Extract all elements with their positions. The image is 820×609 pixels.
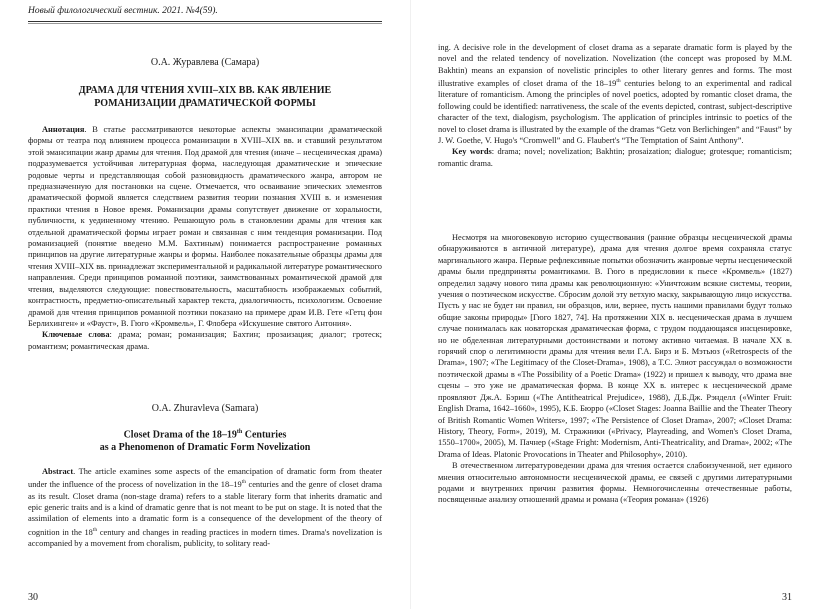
en-abstract: Abstract. The article examines some aspects of the emancipation of dramatic form from theater under the influence of the process of novelization in the 18–19th centuries and the genre of closet drama as its result. Closet drama (non-stage drama) refers to a stable literary form that inherits dramatic and epic generic traits and is a kind of dramatic genre that is not meant to be put on stage. It is noted that the assimilation of elements into a dramatic form is a consequence of the development of the theory of cognition in the 18th century and changes in reading practices in modern times. Drama's novelization is accompanied by a movement from choralism, publicity, to solitary read- [28, 467, 382, 549]
body-paragraph-2: В отечественном литературоведении драма для чтения остается слабоизученной, нет единого мнения относительно автономности несценической драмы, ее связей с другими литературными родами и внутренних причин развития формы. Немногочисленны отечественные работы, посвященные анализу отношений драмы и романа («Теория романа» (1926) [438, 461, 792, 505]
en-title [28, 429, 382, 454]
ru-title-line1: ДРАМА ДЛЯ ЧТЕНИЯ XVIII–XIX ВВ. КАК ЯВЛЕНИЕ [78, 85, 332, 96]
running-header: Новый филологический вестник. 2021. №4(59). [28, 6, 218, 16]
en-title-line1: Closet Drama of the 18–19th Centuries [123, 429, 287, 441]
ru-keywords-text: : драма; роман; романизация; Бахтин; прозаизация; диалог; гротеск; романтизм; романтическая драма. [28, 330, 382, 351]
en-author: O.A. Zhuravleva (Samara) [151, 403, 259, 414]
en-abstract-label: Abstract [42, 467, 74, 476]
en-keywords-text: : drama; novel; novelization; Bakhtin; prosaization; dialogue; grotesque; romanticism; romantic drama. [438, 147, 792, 168]
body-paragraph-1: Несмотря на многовековую историю существования (ранние образцы несценической драмы обнаруживаются в античной литературе), драма для чтения долгое время сохраняла статус маргинального жанра. Первые рефлексивные попытки обозначить жанровые черты несценической драмы были предприняты романтиками. В. Гюго в предисловии к пьесе «Кромвель» (1827) определил задачу нового типа драмы как революционную: «Уничтожим всякие системы, теории, учения о поэтическом искусстве. Сбросим долой эту ветхую маску, закрывающую лицо искусства. Пусть у нас не будет ни правил, ни образцов, или, вернее, пусть нашими правилами будут только общие законы природы» [Гюго 1827, 74]. На протяжении XIX в. несценическая драма в лучшем случае понималась как новаторская драматическая форма, с трудом поддающаяся инсценировке, но не обделенная литературными достоинствами и потому активно читаемая. В начале XX в. горячий спор о легитимности драмы для чтения вели Г.А. Бирз и Б. Мэтьюз («Retrospects of the Drama», 1907; «The Legitimacy of the Closet-Drama», 1908), а Т.С. Элиот рассуждал о возможности поэтической драмы в «The Possibility of a Poetic Drama» (1922) и пришел к выводу, что драма вне сцены – это уже не драматическая форма. В конце XX в. интерес к несценической драме проявляют Дж.А. Бэриш («The Antitheatrical Prejudice», 1988), Д.Б.Дж. Рэнделл («Winter Fruit: English Drama, 1642–1660», 1995), К.Б. Бюрро («Closet Stages: Joanna Baillie and the Theater Theory of British Romantic Women Writers», 1997; «The Persistence of Closet Drama», 2007; «Closet Drama: History, Theory, Form», 2019), М. Стражники («Privacy, Playreading, and Women's Closet Drama, 1550–1700», 2005), М. Пачнер («Stage Fright: Modernism, Anti-Theatricality, and Drama», 2002; «The Drama of Ideas. Platonic Provocations in Theater and Philosophy», 2010). [438, 233, 792, 459]
ru-abstract [28, 124, 382, 352]
ru-abstract-text: . В статье рассматриваются некоторые аспекты эмансипации драматической формы от театра под влиянием процесса романизации в XVIII–XIX вв. и ставший результатом этой эмансипации жанр драмы для чтения. Под драмой для чтения (иначе – несценическая драма) подразумевается устойчивая литературная форма, наследующая драматические и эпические родовые черты и представляющая собой разновидность драматического жанра, автором не предназначенную для постановки на сцене. Отмечается, что осваивание эпических элементов драматической формой является следствием развития теории познания XVIII в. и изменения практики чтения в Новое время. Романизации драмы сопутствует движение от хоральности, публичности, к уединенному чтению. Решающую роль в становлении драмы для чтения как отдельной драматической формы играет роман и связанная с ним тенденция романизации. Под романизацией (понятие введено М.М. Бахтиным) понимается распространение романных принципов на другие литературные жанры и формы. Наиболее показательные образцы драмы для чтения XVIII–XIX вв. принадлежат экспериментальной и радикальной литературе романтического направления. Среди принципов романной поэтики, заимствованных романтической драмой для чтения, выделяются следующие: повествовательность, масштабность изображаемых событий, контрастность, предметно-описательный характер текста, диалогичность, психологизм. Освоение драмой для чтения принципов романной поэтики показано на примере драм И.В. Гете «Гетц фон Берлихинген» и «Фауст», В. Гюго «Кромвель», Г. Флобера «Искушение святого Антония». [28, 125, 382, 328]
ru-abstract-label: Аннотация [42, 125, 85, 134]
en-abstract-continued: ing. A decisive role in the development of closet drama as a separate dramatic form is played by the novel and the related tendency of novelization. Novelization (the concept was proposed by M.M. Bakhtin) means an expansion of novelistic principles to other literary genres and forms. The most illustrative examples of closet drama of the 18–19th centuries belong to an experimental and radical literature of romanticism. Among the principles of novel poetics, adopted by romantic closet drama, the following could be identified: narrativeness, the scale of the events depicted, contrast, subject-descriptive character of the text, dialogism, psychologism. The application of principles intrinsic to poetics of the novel to closet drama is illustrated by the example of the dramas “Getz von Berlichingen” and “Faust” by J. W. Goethe, V. Hugo's “Cromwell” and G. Flaubert's “The Temptation of Saint Anthony”. Key words: drama; novel; novelization; Bakhtin; prosaization; dialogue; grotesque; romanticism; romantic drama. [438, 43, 792, 168]
page-number-left: 30 [28, 592, 38, 603]
page-number-right: 31 [782, 592, 792, 603]
ru-author: О.А. Журавлева (Самара) [150, 57, 260, 68]
ru-title [28, 85, 382, 110]
en-title-line2: as a Phenomenon of Dramatic Form Novelization [99, 441, 311, 453]
header-rule [28, 21, 382, 22]
ru-title-line2: РОМАНИЗАЦИИ ДРАМАТИЧЕСКОЙ ФОРМЫ [94, 97, 316, 109]
right-page [410, 0, 820, 609]
en-keywords-label: Key words [452, 147, 492, 157]
body-text [438, 232, 792, 506]
ru-keywords-label: Ключевые слова [42, 330, 110, 340]
